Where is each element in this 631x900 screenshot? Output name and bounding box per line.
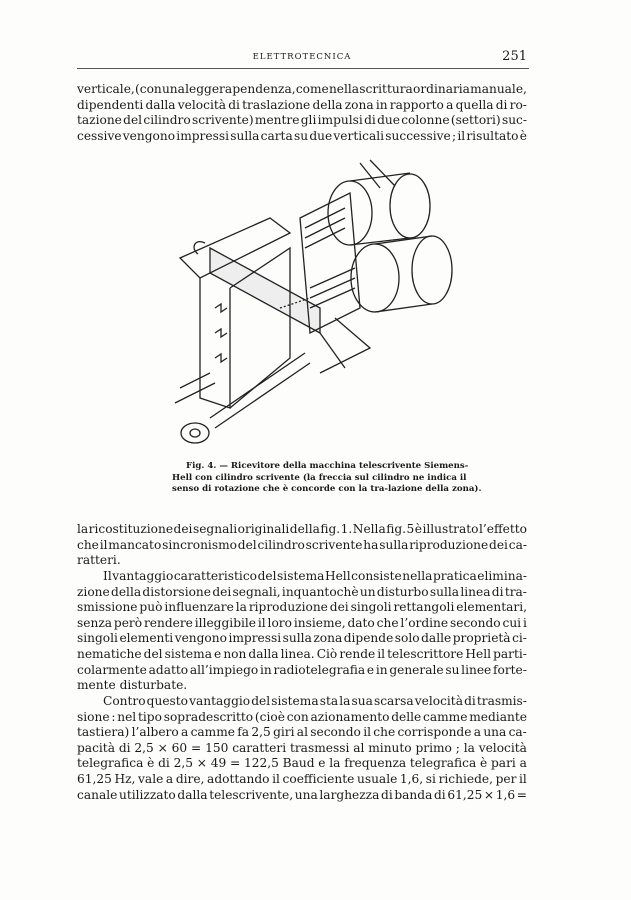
text-line: telegrafica è di 2,5 × 49 = 122,5 Baud e la frequenza telegrafica è pari a xyxy=(77,756,527,771)
text-line: verticale, (con una leggera pendenza, come nella scrittura ordinaria manuale, xyxy=(77,82,527,96)
text-line: dipendenti dalla velocità di traslazione della zona in rapporto a quella di ro- xyxy=(77,97,527,112)
text-line: che il mancato sincronismo del cilindro scrivente ha sulla riproduzione dei ca- xyxy=(77,537,527,552)
text-line: singoli elementi vengono impressi sulla zona dipende solo dalle proprietà ci- xyxy=(77,631,527,646)
text-line: tazione del cilindro scrivente) mentre gli impulsi di due colonne (settori) suc- xyxy=(77,113,527,128)
figure-caption xyxy=(172,461,482,496)
running-title: ELETTROTECNICA xyxy=(252,52,352,62)
text-line: colarmente adatto all’impiego in radiotelegrafia e in generale su linee forte- xyxy=(77,662,527,677)
text-line: mente disturbate. xyxy=(77,678,188,693)
text-line: cessive vengono impressi sulla carta su due verticali successive ; il risultato è xyxy=(77,128,527,143)
paragraph-4 xyxy=(77,694,527,803)
text-line: ratteri. xyxy=(77,553,121,568)
page-number: 251 xyxy=(502,49,527,64)
caption-line: senso di rotazione che è concorde con la tra-lazione della zona). xyxy=(172,484,482,495)
text-line: pacità di 2,5 × 60 = 150 caratteri trasmessi al minuto primo ; la velocità xyxy=(77,740,527,755)
text-line: la ricostituzione dei segnali originali della fig. 1. Nella fig. 5 è illustrato l’effetto xyxy=(77,522,527,536)
paragraph-2 xyxy=(77,522,527,569)
text-line: Il vantaggio caratteristico del sistema Hell consiste nella pratica elimina- xyxy=(103,569,527,583)
text-line: nematiche del sistema e non dalla linea. Ciò rende il telescrittore Hell parti- xyxy=(77,646,527,661)
text-line: tastiera) l’albero a camme fa 2,5 giri al secondo il che corrisponde a una ca- xyxy=(77,725,527,740)
paragraph-3 xyxy=(77,569,527,694)
text-line: Contro questo vantaggio del sistema sta la sua scarsa velocità di trasmis- xyxy=(103,694,527,708)
text-line: zione della distorsione dei segnali, inquantochè un disturbo sulla linea di tra- xyxy=(77,584,527,599)
paragraph-1 xyxy=(77,82,527,144)
text-line: canale utilizzato dalla telescrivente, una larghezza di banda di 61,25 × 1,6 = xyxy=(77,787,527,802)
text-line: 61,25 Hz, vale a dire, adottando il coefficiente usuale 1,6, si richiede, per il xyxy=(77,771,527,786)
header-rule xyxy=(77,68,529,69)
figure-telescrivente-receiver xyxy=(170,158,460,458)
text-line: sione : nel tipo sopradescritto (cioè con azionamento delle camme mediante xyxy=(77,709,527,724)
page-header xyxy=(77,49,527,65)
caption-line: Fig. 4. — Ricevitore della macchina telescrivente Siemens- xyxy=(186,461,469,471)
text-line: smissione può influenzare la riproduzione dei singoli rettangoli elementari, xyxy=(77,600,527,615)
text-line: senza però rendere illeggibile il loro insieme, dato che l’ordine secondo cui i xyxy=(77,615,527,630)
caption-line: Hell con cilindro scrivente (la freccia sul cilindro ne indica il xyxy=(172,472,467,483)
